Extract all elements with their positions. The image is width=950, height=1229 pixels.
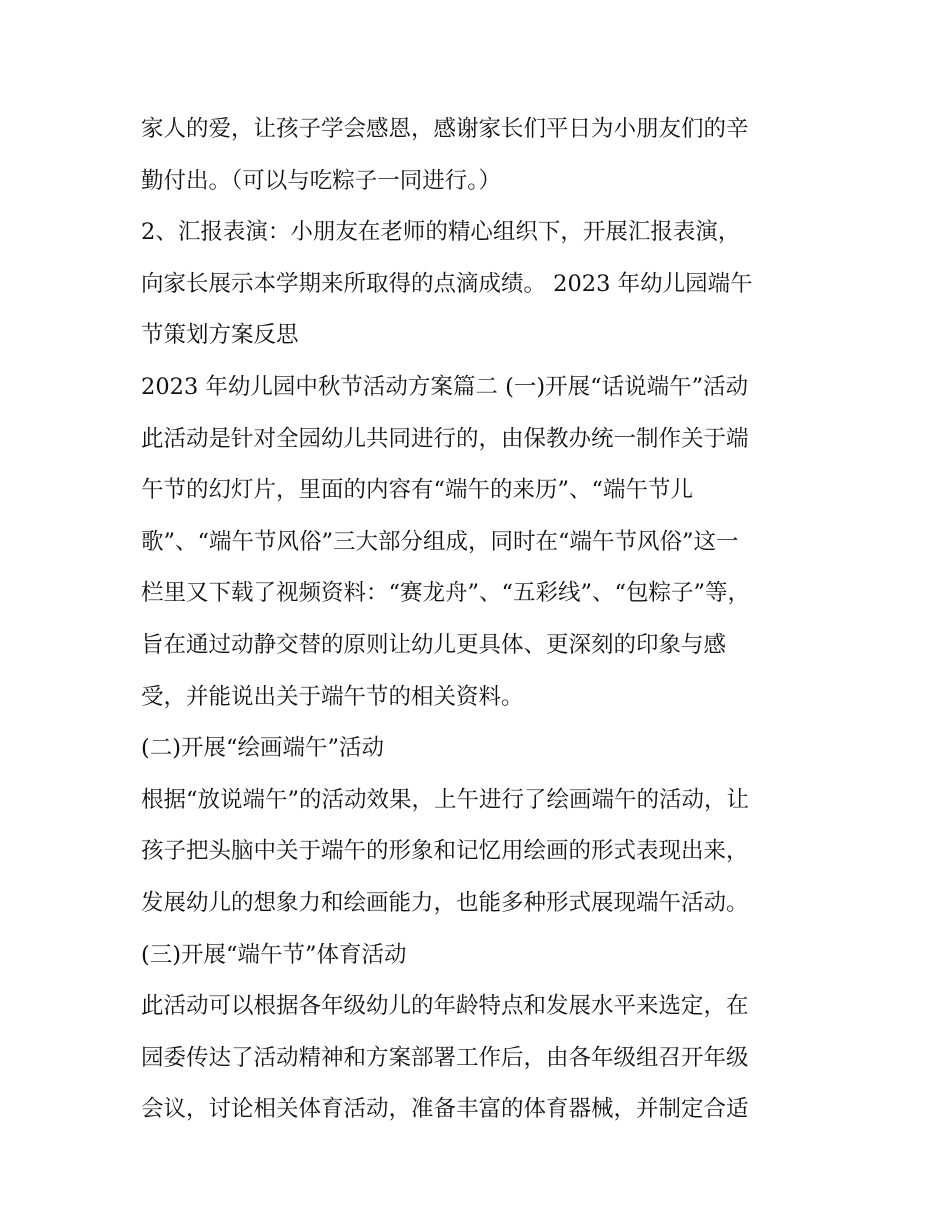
text-line: 节策划方案反思 xyxy=(141,322,299,349)
text-line: 向家长展示本学期来所取得的点滴成绩。 2023 年幼儿园端午 xyxy=(141,270,753,297)
section-heading: (二)开展“绘画端午”活动 xyxy=(141,735,385,762)
text-line: 受，并能说出关于端午节的相关资料。 xyxy=(141,683,524,710)
text-line: 旨在通过动静交替的原则让幼儿更具体、更深刻的印象与感 xyxy=(141,631,727,658)
text-line: 此活动可以根据各年级幼儿的年龄特点和发展水平来选定，在 xyxy=(141,993,749,1020)
text-line: 午节的幻灯片，里面的内容有“端午的来历”、“端午节儿 xyxy=(141,477,694,504)
text-line: 孩子把头脑中关于端午的形象和记忆用绘画的形式表现出来， xyxy=(141,838,749,865)
text-line: 根据“放说端午”的活动效果，上午进行了绘画端午的活动，让 xyxy=(141,786,750,813)
text-line: 发展幼儿的想象力和绘画能力，也能多种形式展现端午活动。 xyxy=(141,889,749,916)
text-line: 勤付出。（可以与吃粽子一同进行。） xyxy=(141,167,502,194)
text-line: 园委传达了活动精神和方案部署工作后，由各年级组召开年级 xyxy=(141,1044,749,1071)
text-line: 家人的爱，让孩子学会感恩，感谢家长们平日为小朋友们的辛 xyxy=(141,116,749,142)
text-line: 2、汇报表演：小朋友在老师的精心组织下，开展汇报表演， xyxy=(141,219,741,246)
text-line: 歌”、“端午节风俗”三大部分组成，同时在“端午节风俗”这一 xyxy=(141,528,739,555)
text-line: 此活动是针对全园幼儿共同进行的，由保教办统一制作关于端 xyxy=(141,425,749,452)
body-text xyxy=(141,104,813,1136)
section-heading: (三)开展“端午节”体育活动 xyxy=(141,941,407,968)
text-line: 会议，讨论相关体育活动，准备丰富的体育器械，并制定合适 xyxy=(141,1096,749,1123)
text-line: 2023 年幼儿园中秋节活动方案篇二 (一)开展“话说端午”活动 xyxy=(141,373,749,400)
text-line: 栏里又下载了视频资料：“赛龙舟”、“五彩线”、“包粽子”等， xyxy=(141,580,751,607)
